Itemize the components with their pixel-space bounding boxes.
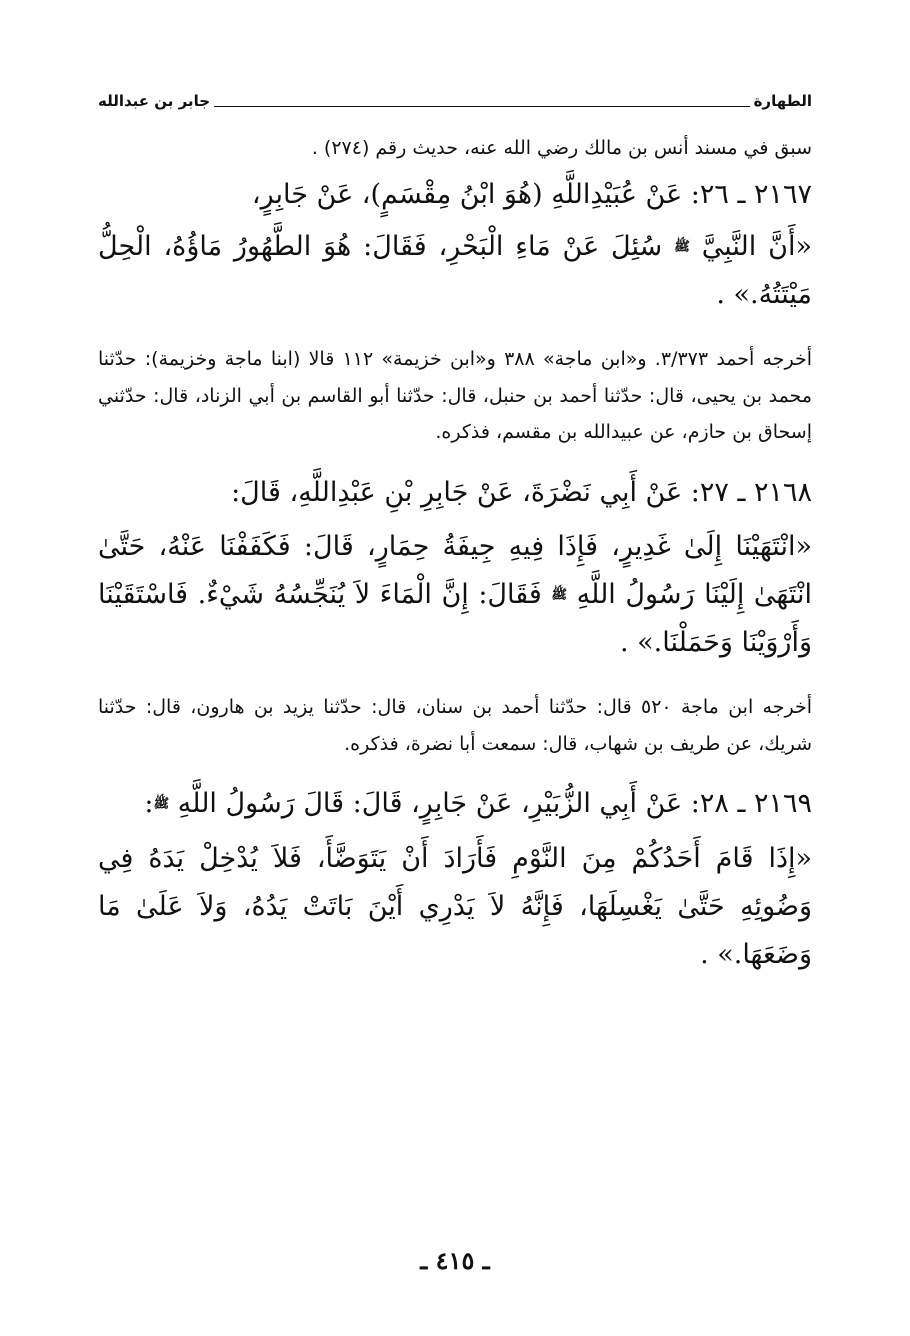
hadith-2168-heading: ٢١٦٨ ـ ٢٧: عَنْ أَبِي نَضْرَةَ، عَنْ جَابِرِ بْنِ عَبْدِاللَّهِ، قَالَ: bbox=[231, 476, 812, 508]
hadith-2168-text bbox=[98, 523, 812, 668]
section-title: جابر بن عبدالله bbox=[98, 92, 211, 110]
intro-note: سبق في مسند أنس بن مالك رضي الله عنه، حديث رقم (٢٧٤) . bbox=[311, 137, 812, 159]
hadith-2167-text-part2: سُئِلَ عَنْ مَاءِ الْبَحْرِ، فَقَالَ: هُوَ الطَّهُورُ مَاؤُهُ، الْحِلُّ مَيْتَتُهُ.» . bbox=[98, 230, 812, 310]
header-rule bbox=[214, 106, 750, 107]
salutation-mark: ﷺ bbox=[674, 239, 690, 254]
page-number: ـ ٤١٥ ـ bbox=[420, 1246, 490, 1275]
chapter-title: الطهارة bbox=[753, 92, 812, 110]
hadith-2168-takhrij: أخرجه ابن ماجة ٥٢٠ قال: حدّثنا أحمد بن سنان، قال: حدّثنا يزيد بن هارون، قال: حدّثنا شريك، عن طريف بن شهاب، قال: سمعت أبا نضرة، فذكره. bbox=[98, 696, 812, 755]
salutation-mark: ﷺ bbox=[551, 587, 568, 602]
hadith-2169-heading bbox=[98, 778, 812, 831]
hadith-2167-text-part1: «أَنَّ النَّبِيَّ bbox=[701, 230, 812, 262]
hadith-2167-takhrij: أخرجه أحمد ٣/٣٧٣. و«ابن ماجة» ٣٨٨ و«ابن خزيمة» ١١٢ قالا (ابنا ماجة وخزيمة): حدّثنا محمد بن يحيى، قال: حدّثنا أحمد بن حنبل، قال: حدّثنا أبو القاسم بن أبي الزناد، قال: حدّثني إسحاق بن حازم، عن عبيدالله بن مقسم، فذكره. bbox=[98, 348, 812, 443]
hadith-2169-heading-text: ٢١٦٩ ـ ٢٨: عَنْ أَبِي الزُّبَيْرِ، عَنْ جَابِرٍ، قَالَ: قَالَ رَسُولُ اللَّهِ bbox=[177, 788, 812, 819]
hadith-2168-text-part1: «انْتَهَيْنَا إِلَىٰ غَدِيرٍ، فَإِذَا فِيهِ جِيفَةُ حِمَارٍ، قَالَ: فَكَفَفْنَا عَنْهُ، حَتَّىٰ انْتَهَىٰ إِلَيْنَا رَسُولُ اللَّهِ bbox=[98, 530, 812, 610]
hadith-2167-heading: ٢١٦٧ ـ ٢٦: عَنْ عُبَيْدِاللَّهِ (هُوَ ابْنُ مِقْسَمٍ)، عَنْ جَابِرٍ، bbox=[251, 178, 812, 210]
heading-colon: : bbox=[144, 788, 154, 819]
running-header bbox=[98, 88, 812, 114]
hadith-2167-text bbox=[98, 223, 812, 320]
hadith-2168-text-part2: فَقَالَ: إِنَّ الْمَاءَ لاَ يُنَجِّسُهُ شَيْءٌ. فَاسْتَقَيْنَا وَأَرْوَيْنَا وَحَمَلْنَا.» . bbox=[98, 578, 812, 658]
hadith-2169-text: «إِذَا قَامَ أَحَدُكُمْ مِنَ النَّوْمِ فَأَرَادَ أَنْ يَتَوَضَّأَ، فَلاَ يُدْخِلْ يَدَهُ فِي وَضُوئِهِ حَتَّىٰ يَغْسِلَهَا، فَإِنَّهُ لاَ يَدْرِي أَيْنَ بَاتَتْ يَدُهُ، وَلاَ عَلَىٰ مَا وَضَعَهَا.» . bbox=[98, 842, 812, 970]
salutation-mark: ﷺ bbox=[153, 796, 170, 812]
